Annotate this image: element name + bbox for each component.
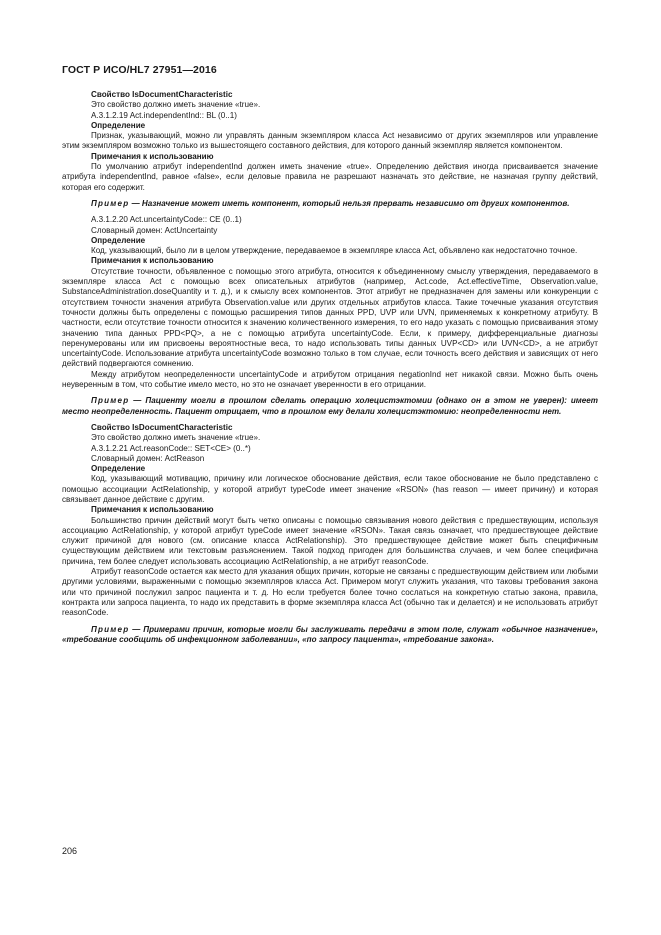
paragraph: Между атрибутом неопределенности uncertaintyCode и атрибутом отрицания negationInd нет никакой связи. Можно быть очень неуверенным в том, что событие имело место, но это не означает уверенности в его отрицании.: [62, 369, 598, 390]
example-text: — Примерами причин, которые могли бы заслуживать передачи в этом поле, служат «обычное назначение», «требование сообщить об инфекционном заболевании», «по запросу пациента», «требование закона».: [62, 624, 598, 644]
example-note: [62, 199, 598, 209]
paragraph: Словарный домен: ActReason: [91, 453, 205, 463]
example-label: Пример: [91, 198, 130, 208]
example-text: — Пациенту могли в прошлом сделать операцию холецистэктомии (однако он в этом не уверен): имеет место неопределенность. Пациент отрицает, что в прошлом ему делали холецистэктомию: неопределенности нет.: [62, 396, 598, 416]
paragraph: По умолчанию атрибут independentInd должен иметь значение «true». Определению действия иногда присваивается значение атрибута independentInd, равное «false», если деловые правила не разрешают назначать это действие, не назначая группу действий, которая его содержит.: [62, 162, 598, 192]
paragraph: Признак, указывающий, можно ли управлять данным экземпляром класса Act независимо от других экземпляров или управление этим экземпляром возможно только из вышестоящего составного действия, для которого данный экземпляр является компонентом.: [62, 131, 598, 151]
paragraph: Код, указывающий, было ли в целом утверждение, передаваемое в экземпляре класса Act, объявлено как недостаточно точное.: [91, 246, 578, 256]
paragraph: Атрибут reasonCode остается как место для указания общих причин, которые не связаны с предшествующим действием или любыми другими условиями, выраженными с помощью экземпляров класса Act. Примером могут служить указания, что таковы требования закона или что причиной послужил запрос пациента и т. д. Но если требуется более точно сослаться на конкретную статью закона, правила, контракта или запроса пациента, то надо их представить в форме экземпляра класса Act (обычно так и делается) и не использовать атрибут reasonCode.: [62, 567, 598, 618]
section-heading: Примечания к использованию: [91, 505, 214, 515]
section-heading: Свойство IsDocumentCharacteristic: [91, 90, 233, 99]
paragraph: Это свойство должно иметь значение «true».: [91, 433, 261, 443]
paragraph: Отсутствие точности, объявленное с помощью этого атрибута, относится к объединенному смыслу утверждения, передаваемого в экземпляре класса Act с помощью всех описательных атрибутов (например, Act.code, Act.effectiveTime, Observation.value, SubstanceAdministration.doseQuantity и т. д.), и к смыслу всех компонентов. Этот атрибут не предназначен для замены или конкуренции с отсутствием точности значения атрибута Observation.value или других отдельных атрибутов класса. Такие точечные указания отсутствия точности должны быть определены с помощью расширения типов данных PPD, UVP или UVN, применяемых к конкретному атрибуту. В частности, если отсутствие точности относится к значению количественного измерения, то его надо указать с помощью присваивания этому значению типа данных PPD<PQ>, а не с помощью атрибута uncertaintyCode. Если, к примеру, дифференциальные диагнозы перенумерованы или им присвоены вероятностные веса, то надо использовать типы данных UVP<CD> или UVN<CD>, а не атрибут uncertaintyCode. Использование атрибута uncertaintyCode возможно только в том случае, если точность всего действия и зависящих от него действий подвергаются сомнению.: [62, 266, 598, 369]
paragraph: Это свойство должно иметь значение «true».: [91, 100, 261, 110]
paragraph: Словарный домен: ActUncertainty: [91, 225, 218, 235]
section-heading: Определение: [91, 235, 146, 245]
section-heading: Свойство IsDocumentCharacteristic: [91, 422, 233, 432]
example-text: — Назначение может иметь компонент, который нельзя прервать независимо от других компонентов.: [129, 198, 570, 208]
example-note: [62, 625, 598, 646]
section-heading: Примечания к использованию: [91, 151, 214, 161]
document-body: [62, 90, 598, 651]
paragraph: A.3.1.2.21 Act.reasonCode:: SET<CE> (0..*): [91, 443, 251, 453]
paragraph: Большинство причин действий могут быть четко описаны с помощью связывания нового действия с предшествующим, используя ассоциацию ActRelationship, у которой атрибут typeCode имеет значение «RSON». Такая связь означает, что предшествующее действие служит причиной для нового (см. описание класса ActRelationship). Это предшествующее действие может быть специфичным существующим действием или текстовым разъяснением. Такой подход пригоден для большинства случаев, и чем более специфична причина, тем более следует использовать ассоциацию ActRelationship, а не атрибут reasonCode.: [62, 515, 598, 566]
example-note: [62, 396, 598, 417]
paragraph: A.3.1.2.19 Act.independentInd:: BL (0..1): [91, 110, 237, 120]
section-heading: Определение: [91, 464, 146, 474]
paragraph: Код, указывающий мотивацию, причину или логическое обоснование действия, если такое обоснование не было представлено с помощью ассоциации ActRelationship, у которой атрибут typeCode имеет значение «RSON» (has reason — имеет причину) и которая связывает данное действие с другим.: [62, 474, 598, 504]
paragraph: A.3.1.2.20 Act.uncertaintyCode:: CE (0..1): [91, 215, 242, 225]
example-label: Пример: [91, 396, 130, 406]
page-header: ГОСТ Р ИСО/HL7 27951—2016: [62, 64, 217, 76]
page-number: 206: [62, 846, 78, 856]
section-heading: Определение: [91, 120, 146, 130]
section-heading: Примечания к использованию: [91, 256, 214, 266]
example-label: Пример: [91, 624, 130, 634]
